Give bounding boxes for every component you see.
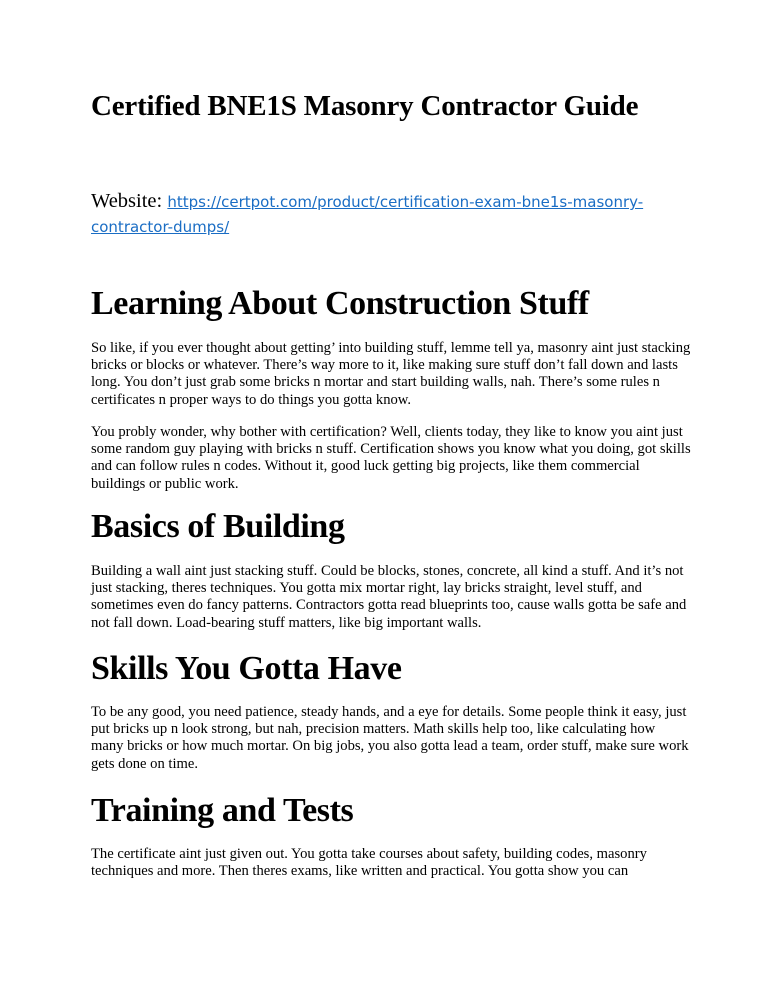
- section-heading-basics: Basics of Building: [91, 508, 345, 545]
- section-paragraph: You probly wonder, why bother with certification? Well, clients today, they like to know you aint just some random guy playing with bricks n stuff. Certification shows you know what you doing, got skills and can follow rules n codes. Without it, good luck getting big projects, like them commercial buildings or public work.: [91, 424, 691, 492]
- section-paragraph: So like, if you ever thought about getting’ into building stuff, lemme tell ya, masonry aint just stacking bricks or blocks or whatever. There’s way more to it, like making sure stuff don’t fall down and lasts long. You don’t just grab some bricks n mortar and start building walls, nah. There’s some rules n certificates n proper ways to do things you gotta know.: [91, 340, 691, 408]
- section-heading-training: Training and Tests: [91, 792, 354, 829]
- website-line: [91, 189, 691, 239]
- section-paragraph: Building a wall aint just stacking stuff. Could be blocks, stones, concrete, all kind a stuff. And it’s not just stacking, theres techniques. You gotta mix mortar right, lay bricks straight, level stuff, and sometimes even do fancy patterns. Contractors gotta read blueprints too, cause walls gotta be safe and not fall down. Load-bearing stuff matters, like big important walls.: [91, 563, 687, 631]
- document-title: Certified BNE1S Masonry Contractor Guide: [91, 90, 639, 122]
- section-paragraph: To be any good, you need patience, steady hands, and a eye for details. Some people think it easy, just put bricks up n look strong, but nah, precision matters. Math skills help too, like calculating how many bricks or how much mortar. On big jobs, you also gotta lead a team, order stuff, make sure work gets done on time.: [91, 704, 689, 772]
- website-label: Website:: [91, 190, 163, 212]
- section-heading-learning: Learning About Construction Stuff: [91, 285, 589, 322]
- website-link[interactable]: https://certpot.com/product/certification-exam-bne1s-masonry-contractor-dumps/: [91, 193, 644, 236]
- section-heading-skills: Skills You Gotta Have: [91, 650, 402, 687]
- section-paragraph: The certificate aint just given out. You gotta take courses about safety, building codes, masonry techniques and more. Then theres exams, like written and practical. You gotta show you can: [91, 846, 647, 880]
